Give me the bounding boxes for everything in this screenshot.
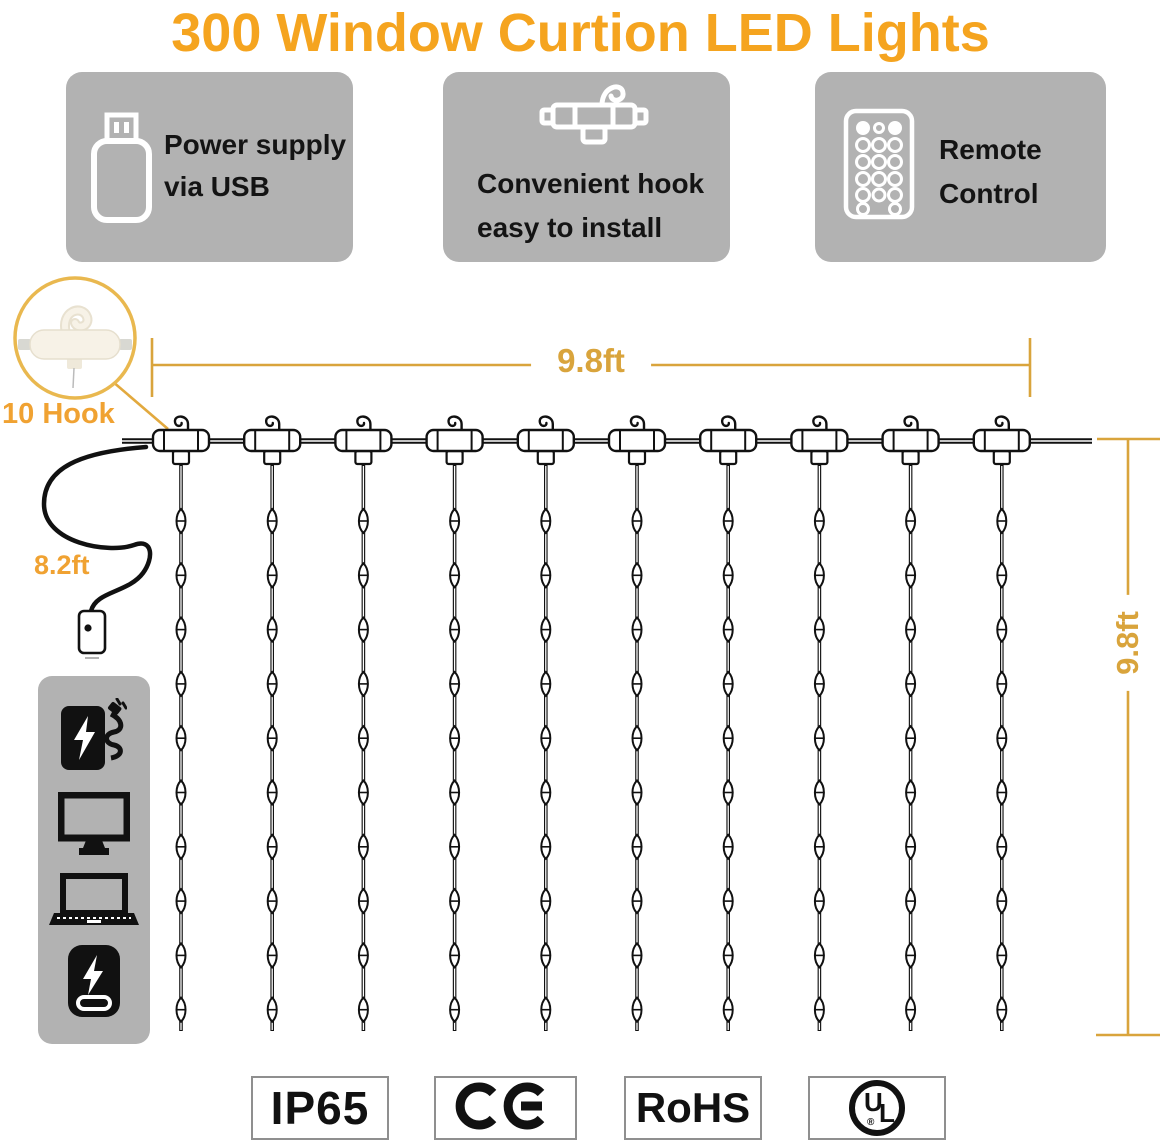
badge-rohs: RoHS [624, 1076, 762, 1140]
controller-box [79, 611, 105, 653]
hook-clip-with-drop [609, 417, 665, 1031]
hook-clip-with-drop [335, 417, 391, 1031]
hook-clip-with-drop [791, 417, 847, 1031]
feature-text-usb-power: Power supply via USB [164, 129, 347, 202]
hook-count-label: 10 Hook [2, 398, 115, 430]
cable-length-label: 8.2ft [34, 550, 90, 580]
hook-clip-with-drop [974, 417, 1030, 1031]
badge-ce [434, 1076, 577, 1140]
page-title: 300 Window Curtion LED Lights [171, 3, 990, 63]
power-adapter-icon [61, 698, 127, 781]
monitor-icon [58, 792, 130, 861]
feature-text-hook: Convenient hook easy to install [477, 168, 705, 243]
callout-line [112, 381, 168, 429]
badge-ul [808, 1076, 946, 1140]
feature-text-remote: Remote Control [939, 134, 1042, 209]
controller-button [84, 624, 91, 631]
height-dimension-label: 9.8ft [1110, 595, 1146, 691]
hooks-and-drops [153, 417, 1030, 1031]
hook-clip-with-drop [244, 417, 300, 1031]
hook-callout-circle [15, 278, 135, 398]
power-bank-icon [68, 945, 120, 1022]
hook-clip-with-drop [427, 417, 483, 1031]
hook-clip-with-drop [700, 417, 756, 1031]
ul-logo: U L ® [849, 1080, 905, 1136]
width-dimension-label: 9.8ft [531, 342, 651, 380]
badge-ip65: IP65 [251, 1076, 389, 1140]
hook-clip-with-drop [153, 417, 209, 1031]
hook-clip-with-drop [883, 417, 939, 1031]
laptop-icon [49, 873, 139, 934]
hook-clip-with-drop [518, 417, 574, 1031]
power-sources-sidebar [38, 676, 150, 1044]
ce-logo [454, 1081, 558, 1136]
